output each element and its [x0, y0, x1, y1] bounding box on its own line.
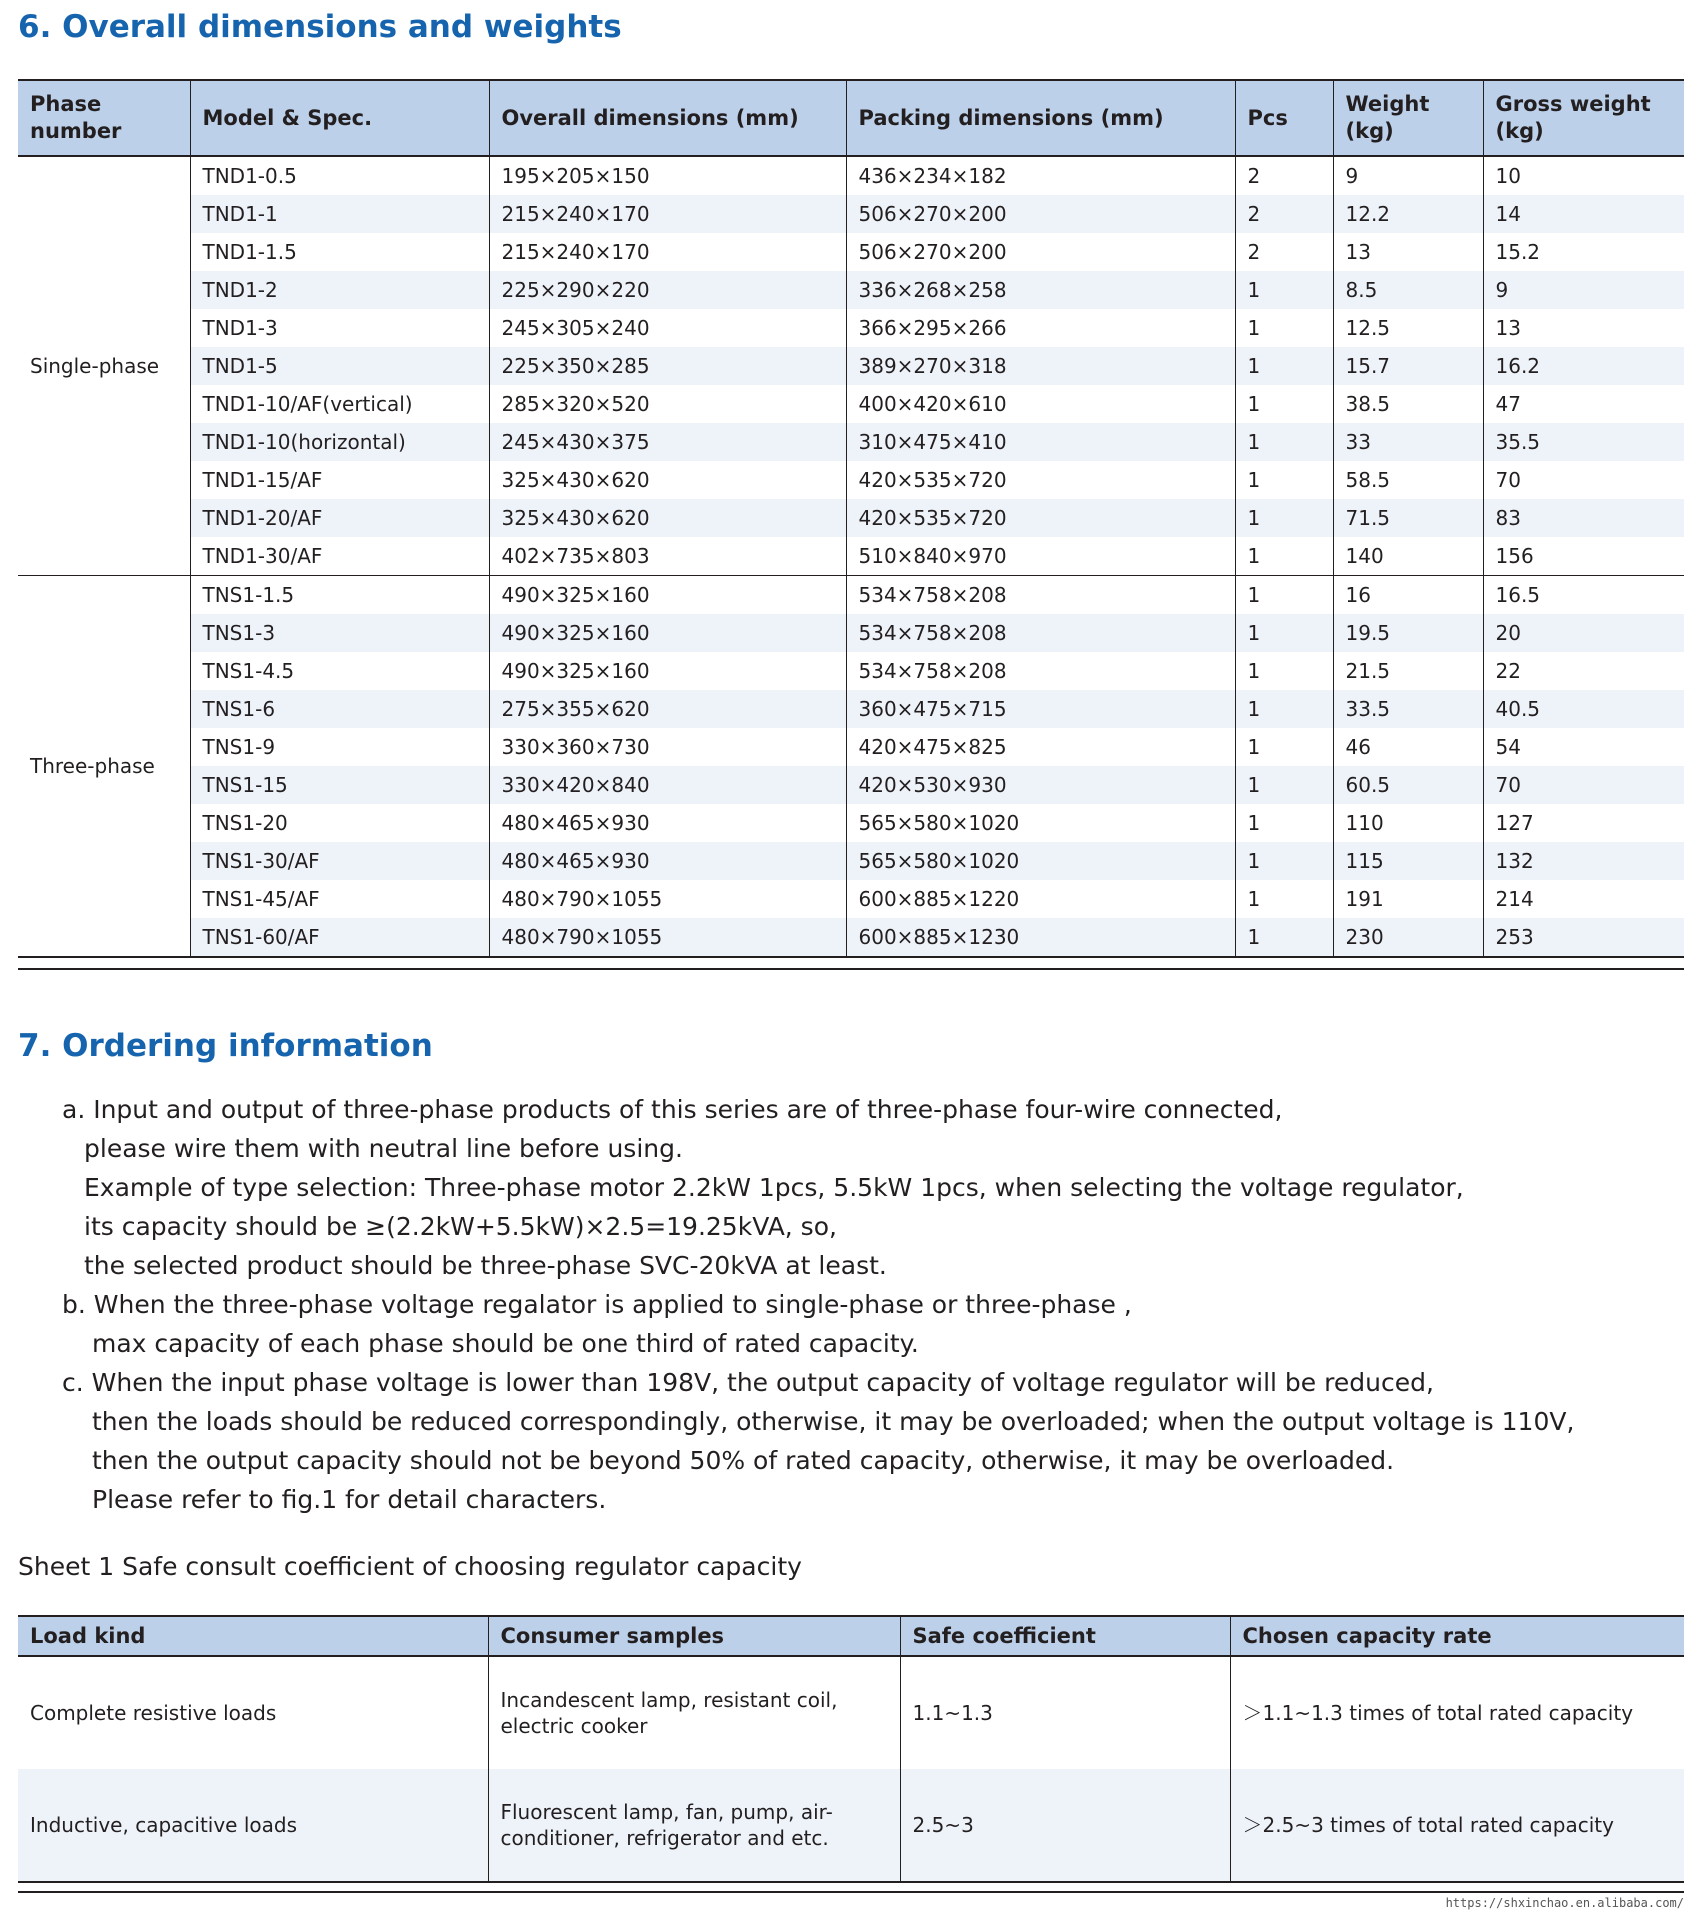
- packing-dims-cell: 600×885×1220: [846, 880, 1235, 918]
- footer-url: https://shxinchao.en.alibaba.com/: [1445, 1896, 1684, 1910]
- col-header-load-kind: Load kind: [18, 1616, 488, 1656]
- model-cell: TND1-10(horizontal): [190, 423, 489, 461]
- overall-dims-cell: 330×420×840: [489, 766, 846, 804]
- model-cell: TND1-1.5: [190, 233, 489, 271]
- section-7-title: 7. Ordering information: [18, 1028, 433, 1064]
- packing-dims-cell: 506×270×200: [846, 233, 1235, 271]
- model-cell: TND1-3: [190, 309, 489, 347]
- gross-weight-cell: 253: [1483, 918, 1684, 957]
- pcs-cell: 1: [1235, 804, 1333, 842]
- table-row: [18, 804, 1684, 842]
- weight-cell: 110: [1333, 804, 1483, 842]
- overall-dims-cell: 225×350×285: [489, 347, 846, 385]
- model-cell: TNS1-3: [190, 614, 489, 652]
- phase-cell: Single-phase: [18, 156, 190, 576]
- overall-dims-cell: 325×430×620: [489, 499, 846, 537]
- packing-dims-cell: 389×270×318: [846, 347, 1235, 385]
- model-cell: TND1-2: [190, 271, 489, 309]
- packing-dims-cell: 565×580×1020: [846, 842, 1235, 880]
- pcs-cell: 2: [1235, 233, 1333, 271]
- packing-dims-cell: 506×270×200: [846, 195, 1235, 233]
- weight-cell: 38.5: [1333, 385, 1483, 423]
- gross-weight-cell: 35.5: [1483, 423, 1684, 461]
- weight-cell: 46: [1333, 728, 1483, 766]
- table-row: [18, 690, 1684, 728]
- gross-weight-cell: 40.5: [1483, 690, 1684, 728]
- table-row: [18, 880, 1684, 918]
- col-header-overall-dims: Overall dimensions (mm): [489, 80, 846, 156]
- weight-cell: 58.5: [1333, 461, 1483, 499]
- pcs-cell: 1: [1235, 499, 1333, 537]
- overall-dims-cell: 480×790×1055: [489, 880, 846, 918]
- gross-weight-cell: 9: [1483, 271, 1684, 309]
- weight-cell: 71.5: [1333, 499, 1483, 537]
- table-row: [18, 195, 1684, 233]
- coefficient-header-row: [18, 1616, 1684, 1656]
- load-kind-cell: Complete resistive loads: [18, 1656, 488, 1769]
- ordering-info-line: then the loads should be reduced correspondingly, otherwise, it may be overloaded; when the output voltage is 110V,: [92, 1407, 1575, 1436]
- table-row: [18, 271, 1684, 309]
- ordering-info-line: max capacity of each phase should be one third of rated capacity.: [92, 1329, 919, 1358]
- weight-cell: 115: [1333, 842, 1483, 880]
- packing-dims-cell: 336×268×258: [846, 271, 1235, 309]
- table-row: [18, 309, 1684, 347]
- table-row: [18, 233, 1684, 271]
- model-cell: TNS1-9: [190, 728, 489, 766]
- packing-dims-cell: 600×885×1230: [846, 918, 1235, 957]
- overall-dims-cell: 245×305×240: [489, 309, 846, 347]
- pcs-cell: 2: [1235, 195, 1333, 233]
- table-row: [18, 537, 1684, 576]
- gross-weight-cell: 16.2: [1483, 347, 1684, 385]
- weight-cell: 16: [1333, 576, 1483, 615]
- pcs-cell: 1: [1235, 690, 1333, 728]
- model-cell: TNS1-15: [190, 766, 489, 804]
- load-kind-cell: Inductive, capacitive loads: [18, 1769, 488, 1882]
- col-header-model: Model & Spec.: [190, 80, 489, 156]
- gross-weight-cell: 14: [1483, 195, 1684, 233]
- ordering-info-line: c. When the input phase voltage is lower than 198V, the output capacity of voltage regulator will be reduced,: [62, 1368, 1434, 1397]
- col-header-pcs: Pcs: [1235, 80, 1333, 156]
- overall-dims-cell: 480×790×1055: [489, 918, 846, 957]
- table-row: [18, 1656, 1684, 1769]
- packing-dims-cell: 565×580×1020: [846, 804, 1235, 842]
- gross-weight-cell: 132: [1483, 842, 1684, 880]
- col-header-gross-weight: Gross weight (kg): [1483, 80, 1684, 156]
- packing-dims-cell: 420×535×720: [846, 461, 1235, 499]
- pcs-cell: 1: [1235, 766, 1333, 804]
- pcs-cell: 1: [1235, 271, 1333, 309]
- packing-dims-cell: 310×475×410: [846, 423, 1235, 461]
- table-row: [18, 385, 1684, 423]
- gross-weight-cell: 20: [1483, 614, 1684, 652]
- packing-dims-cell: 400×420×610: [846, 385, 1235, 423]
- ordering-info-line: please wire them with neutral line before using.: [84, 1134, 683, 1163]
- packing-dims-cell: 366×295×266: [846, 309, 1235, 347]
- weight-cell: 19.5: [1333, 614, 1483, 652]
- table-row: [18, 461, 1684, 499]
- ordering-info-line: Example of type selection: Three-phase motor 2.2kW 1pcs, 5.5kW 1pcs, when selecting the voltage regulator,: [84, 1173, 1464, 1202]
- table-double-rule: [18, 968, 1684, 970]
- safe-coefficient-cell: 1.1~1.3: [900, 1656, 1230, 1769]
- overall-dims-cell: 325×430×620: [489, 461, 846, 499]
- table-row: [18, 842, 1684, 880]
- table-row: [18, 766, 1684, 804]
- col-header-consumer-samples: Consumer samples: [488, 1616, 900, 1656]
- weight-cell: 12.5: [1333, 309, 1483, 347]
- table-row: [18, 423, 1684, 461]
- overall-dims-cell: 275×355×620: [489, 690, 846, 728]
- gross-weight-cell: 15.2: [1495, 240, 1541, 264]
- model-cell: TNS1-60/AF: [190, 918, 489, 957]
- overall-dims-cell: 480×465×930: [489, 842, 846, 880]
- consumer-samples-cell: Incandescent lamp, resistant coil, electric cooker: [488, 1656, 900, 1769]
- pcs-cell: 1: [1235, 347, 1333, 385]
- model-cell: TND1-15/AF: [190, 461, 489, 499]
- table-row: [18, 728, 1684, 766]
- pcs-cell: 2: [1235, 156, 1333, 195]
- table-row: [18, 156, 1684, 195]
- packing-dims-cell: 420×475×825: [846, 728, 1235, 766]
- ordering-info-line: Please refer to fig.1 for detail characters.: [92, 1485, 607, 1514]
- pcs-cell: 1: [1235, 537, 1333, 576]
- pcs-cell: 1: [1235, 309, 1333, 347]
- weight-cell: 13: [1333, 233, 1483, 271]
- safe-coefficient-cell: 2.5~3: [900, 1769, 1230, 1882]
- pcs-cell: 1: [1235, 728, 1333, 766]
- overall-dims-cell: 490×325×160: [489, 614, 846, 652]
- gross-weight-cell: 83: [1483, 499, 1684, 537]
- pcs-cell: 1: [1235, 652, 1333, 690]
- model-cell: TND1-5: [190, 347, 489, 385]
- section-6-title: 6. Overall dimensions and weights: [18, 9, 622, 45]
- pcs-cell: 1: [1235, 461, 1333, 499]
- overall-dims-cell: 215×240×170: [489, 233, 846, 271]
- overall-dims-cell: 215×240×170: [489, 195, 846, 233]
- gross-weight-cell: 54: [1495, 735, 1521, 759]
- model-cell: TND1-20/AF: [190, 499, 489, 537]
- weight-cell: 230: [1333, 918, 1483, 957]
- table-row: [18, 499, 1684, 537]
- col-header-weight: Weight (kg): [1333, 80, 1483, 156]
- model-cell: TNS1-4.5: [190, 652, 489, 690]
- weight-cell: 60.5: [1333, 766, 1483, 804]
- packing-dims-cell: 534×758×208: [846, 652, 1235, 690]
- pcs-cell: 1: [1235, 385, 1333, 423]
- overall-dims-cell: 402×735×803: [489, 537, 846, 576]
- packing-dims-cell: 534×758×208: [846, 576, 1235, 615]
- ordering-info-line: the selected product should be three-phase SVC-20kVA at least.: [84, 1251, 887, 1280]
- table-double-rule: [18, 1891, 1684, 1893]
- overall-dims-cell: 225×290×220: [489, 271, 846, 309]
- overall-dims-cell: 330×360×730: [489, 728, 846, 766]
- col-header-capacity-rate: Chosen capacity rate: [1230, 1616, 1684, 1656]
- model-cell: TND1-1: [190, 195, 489, 233]
- packing-dims-cell: 534×758×208: [846, 614, 1235, 652]
- ordering-info-line: a. Input and output of three-phase products of this series are of three-phase four-wire connected,: [62, 1095, 1283, 1124]
- pcs-cell: 1: [1235, 880, 1333, 918]
- gross-weight-cell: 22: [1495, 659, 1521, 683]
- model-cell: TNS1-30/AF: [190, 842, 489, 880]
- model-cell: TNS1-45/AF: [190, 880, 489, 918]
- table-row: [18, 1769, 1684, 1882]
- gross-weight-cell: 214: [1495, 887, 1534, 911]
- model-cell: TNS1-6: [190, 690, 489, 728]
- capacity-rate-cell: ＞2.5~3 times of total rated capacity: [1230, 1769, 1684, 1882]
- weight-cell: 33.5: [1333, 690, 1483, 728]
- packing-dims-cell: 420×530×930: [846, 766, 1235, 804]
- model-cell: TND1-0.5: [190, 156, 489, 195]
- overall-dims-cell: 480×465×930: [489, 804, 846, 842]
- pcs-cell: 1: [1235, 842, 1333, 880]
- table-row: [18, 918, 1684, 957]
- weight-cell: 21.5: [1333, 652, 1483, 690]
- pcs-cell: 1: [1235, 576, 1333, 615]
- table-row: [18, 576, 1684, 615]
- model-cell: TND1-10/AF(vertical): [190, 385, 489, 423]
- weight-cell: 8.5: [1333, 271, 1483, 309]
- sheet-1-title: Sheet 1 Safe consult coefficient of choosing regulator capacity: [18, 1552, 802, 1581]
- dimensions-body: [18, 156, 1684, 957]
- ordering-info-line: b. When the three-phase voltage regalator is applied to single-phase or three-phase ,: [62, 1290, 1132, 1319]
- dimensions-header-row: [18, 80, 1684, 156]
- packing-dims-cell: 360×475×715: [846, 690, 1235, 728]
- model-cell: TND1-30/AF: [190, 537, 489, 576]
- ordering-info-line: then the output capacity should not be beyond 50% of rated capacity, otherwise, it may be overloaded.: [92, 1446, 1395, 1475]
- gross-weight-cell: 70: [1495, 468, 1521, 492]
- weight-cell: 191: [1333, 880, 1483, 918]
- pcs-cell: 1: [1235, 423, 1333, 461]
- consumer-samples-cell: Fluorescent lamp, fan, pump, air-conditioner, refrigerator and etc.: [488, 1769, 900, 1882]
- packing-dims-cell: 510×840×970: [846, 537, 1235, 576]
- weight-cell: 33: [1333, 423, 1483, 461]
- weight-cell: 140: [1333, 537, 1483, 576]
- gross-weight-cell: 70: [1483, 766, 1684, 804]
- overall-dims-cell: 195×205×150: [489, 156, 846, 195]
- table-row: [18, 347, 1684, 385]
- overall-dims-cell: 285×320×520: [489, 385, 846, 423]
- phase-cell: Three-phase: [18, 576, 190, 958]
- ordering-info-list: [62, 1090, 1574, 1519]
- gross-weight-cell: 13: [1495, 316, 1521, 340]
- gross-weight-cell: 156: [1483, 537, 1684, 576]
- col-header-safe-coefficient: Safe coefficient: [900, 1616, 1230, 1656]
- gross-weight-cell: 47: [1495, 392, 1521, 416]
- pcs-cell: 1: [1235, 614, 1333, 652]
- overall-dims-cell: 245×430×375: [489, 423, 846, 461]
- pcs-cell: 1: [1235, 918, 1333, 957]
- col-header-phase: Phase number: [18, 80, 190, 156]
- table-row: [18, 614, 1684, 652]
- weight-cell: 9: [1333, 156, 1483, 195]
- model-cell: TNS1-20: [190, 804, 489, 842]
- overall-dims-cell: 490×325×160: [489, 576, 846, 615]
- gross-weight-cell: 10: [1495, 164, 1521, 188]
- weight-cell: 15.7: [1333, 347, 1483, 385]
- capacity-rate-cell: ＞1.1~1.3 times of total rated capacity: [1242, 1701, 1634, 1725]
- packing-dims-cell: 420×535×720: [846, 499, 1235, 537]
- col-header-packing-dims: Packing dimensions (mm): [846, 80, 1235, 156]
- overall-dims-cell: 490×325×160: [489, 652, 846, 690]
- coefficient-table: [18, 1615, 1684, 1883]
- packing-dims-cell: 436×234×182: [846, 156, 1235, 195]
- table-row: [18, 652, 1684, 690]
- ordering-info-line: its capacity should be ≥(2.2kW+5.5kW)×2.5=19.25kVA, so,: [84, 1212, 837, 1241]
- weight-cell: 12.2: [1333, 195, 1483, 233]
- gross-weight-cell: 16.5: [1495, 583, 1541, 607]
- model-cell: TNS1-1.5: [190, 576, 489, 615]
- gross-weight-cell: 127: [1495, 811, 1534, 835]
- dimensions-table: [18, 79, 1684, 958]
